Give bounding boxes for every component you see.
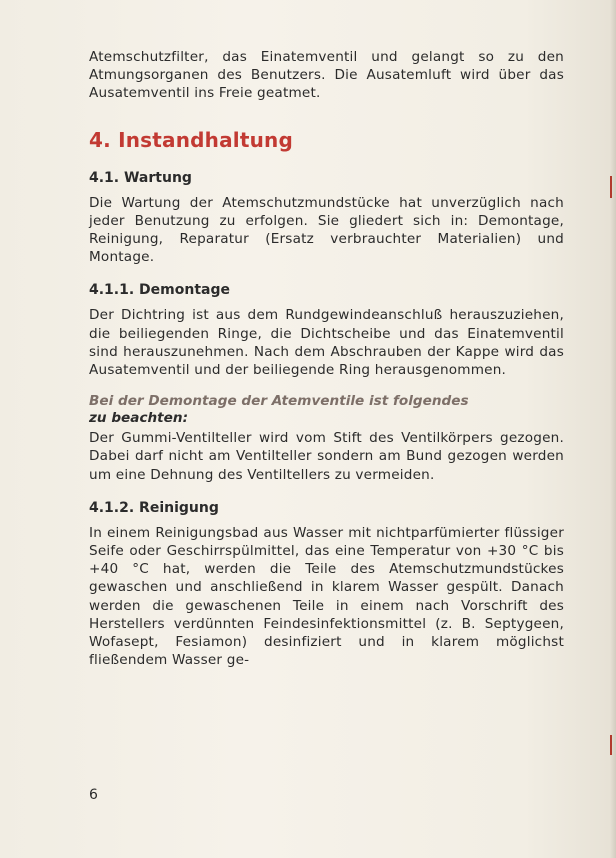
section-demontage <box>89 280 564 379</box>
note-heading <box>89 393 564 427</box>
section-paragraph: In einem Reinigungsbad aus Wasser mit nichtparfümierter flüssiger Seife oder Geschirrspülmittel, das eine Temperatur von +30 °C bis +40 °C hat, werden die Teile des Atemschutzmundstückes gewaschen und anschließend in klarem Wasser gespült. Danach werden die gewaschenen Teile in einem nach Vorschrift des Herstellers verdünnten Feindesinfektionsmittel (z. B. Septygeen, Wofasept, Fesiamon) desinfiziert und in klarem möglichst fließendem Wasser ge- <box>89 524 564 669</box>
chapter-heading: 4. Instandhaltung <box>89 127 294 152</box>
note-heading-line1: Bei der Demontage der Atemventile ist folgendes <box>89 393 469 410</box>
page-edge-shadow <box>610 0 616 858</box>
page-edge-mark <box>610 176 612 198</box>
page-edge-mark <box>610 735 612 755</box>
page-content <box>89 48 564 683</box>
section-heading: 4.1. Wartung <box>89 169 192 186</box>
section-paragraph: Der Dichtring ist aus dem Rundgewindeanschluß herauszuziehen, die beiliegenden Ringe, die Dichtscheibe und das Einatemventil sind herauszunehmen. Nach dem Abschrauben der Kappe wird das Ausatemventil und der beiliegende Ring herausgenommen. <box>89 307 564 379</box>
section-wartung <box>89 168 564 267</box>
section-paragraph: Der Gummi-Ventilteller wird vom Stift des Ventilkörpers gezogen. Dabei darf nicht am Ventilteller sondern am Bund gezogen werden um eine Dehnung des Ventiltellers zu vermeiden. <box>89 430 564 483</box>
section-heading: 4.1.1. Demontage <box>89 282 230 299</box>
note-heading-line2: zu beachten: <box>89 410 189 427</box>
page-number: 6 <box>89 787 98 803</box>
intro-paragraph: Atemschutzfilter, das Einatemventil und gelangt so zu den Atmungsorganen des Benutzers. Die Ausatemluft wird über das Ausatemventil ins Freie geatmet. <box>89 49 564 102</box>
section-reinigung <box>89 498 564 670</box>
section-heading: 4.1.2. Reinigung <box>89 499 219 516</box>
section-hinweis <box>89 393 564 484</box>
section-paragraph: Die Wartung der Atemschutzmundstücke hat unverzüglich nach jeder Benutzung zu erfolgen. Sie gliedert sich in: Demontage, Reinigung, Reparatur (Ersatz verbrauchter Materialien) und Montage. <box>89 194 564 266</box>
